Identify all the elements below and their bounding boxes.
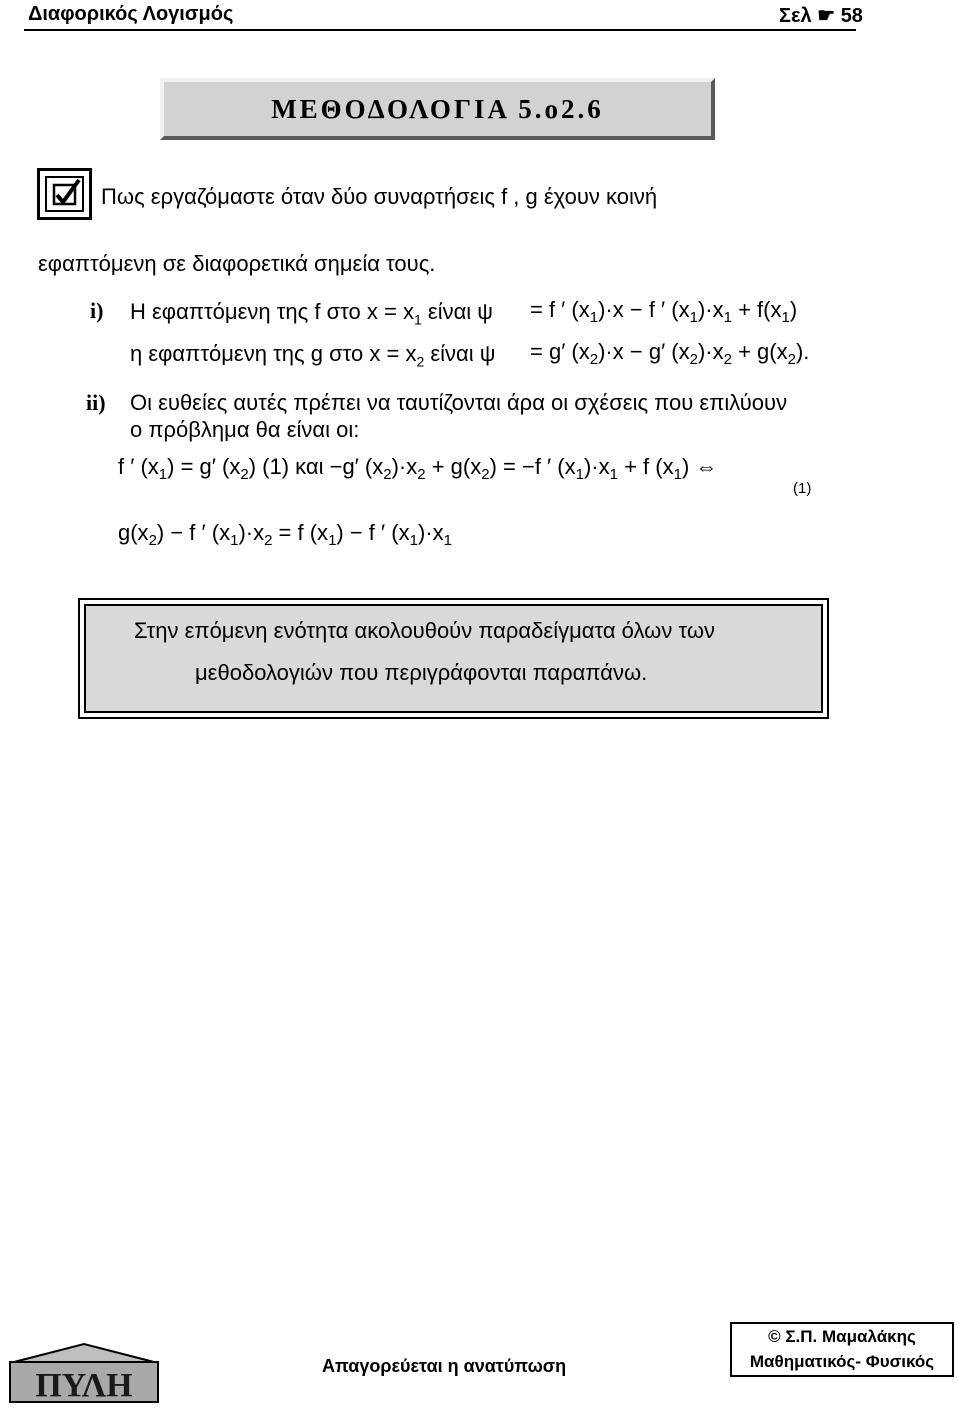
note-line-1: Στην επόμενη ενότητα ακολουθούν παραδείγματα όλων των xyxy=(134,618,716,643)
hand-pointing-right-icon: ☛ xyxy=(817,5,836,27)
pyli-logo xyxy=(4,1340,164,1413)
system-equation-2: $g(x_2) - f$ ′ $(x_1)\cdot x_2 = f$ $(x_1) - f$ ′ $(x_1)\cdot x_1$ xyxy=(118,520,452,549)
author-role: Μαθηματικός- Φυσικός xyxy=(749,1352,935,1371)
step-2-marker: ii) xyxy=(86,390,106,415)
tangent-f-equation: = f ′ $(x_1)\cdot x - f$ ′ $(x_1)\cdot x_1 + f(x_1)$ xyxy=(530,297,798,326)
methodology-banner xyxy=(160,78,715,140)
step-1-line-2: η εφαπτόμενη της g στο $x = x_2$ είναι ψ xyxy=(130,341,496,370)
author-box xyxy=(730,1322,954,1377)
page-prefix: Σελ xyxy=(779,5,812,27)
step-2-line-2: ο πρόβλημα θα είναι οι: xyxy=(130,417,360,442)
step-1-line-1: Η εφαπτόμενη της f στο $x = x_1$ είναι ψ xyxy=(130,299,493,328)
question-line-1: Πως εργαζόμαστε όταν δύο συναρτήσεις f , g έχουν κοινή xyxy=(101,184,658,209)
header-subject: Διαφορικός Λογισμός xyxy=(28,3,234,25)
next-section-note xyxy=(78,598,829,719)
question-line-2: εφαπτόμενη σε διαφορετικά σημεία τους. xyxy=(38,251,436,276)
tangent-g-equation: = g′ $(x_2)\cdot x - g'$ $(x_2)\cdot x_2 + g(x_2)$. xyxy=(530,339,810,368)
step-1-marker: i) xyxy=(90,298,104,323)
system-equation-1: f ′ $(x_1) = g'$ $(x_2)$ (1) και −g′ $(x_2)\cdot x_2 + g(x_2) = -f$ ′ $(x_1)\cdot x_1 + f$ $(x_1)$ ⇔ xyxy=(118,454,718,483)
note-line-2: μεθοδολογιών που περιγράφονται παραπάνω. xyxy=(195,660,648,685)
step-2-line-1: Οι ευθείες αυτές πρέπει να ταυτίζονται άρα οι σχέσεις που επιλύουν xyxy=(130,390,788,415)
copyright-notice: Απαγορεύεται η ανατύπωση xyxy=(322,1356,567,1376)
checked-box-icon xyxy=(37,168,92,220)
header-rule xyxy=(24,29,856,31)
banner-title: ΜΕΘΟΔΟΛΟΓΙΑ 5.ο2.6 xyxy=(271,93,604,124)
author-name: © Σ.Π. Μαμαλάκης xyxy=(768,1327,916,1346)
page-number: 58 xyxy=(840,5,863,27)
header-page xyxy=(779,3,863,28)
svg-text:ΠΥΛΗ: ΠΥΛΗ xyxy=(35,1367,133,1404)
equivalence-label: (1) xyxy=(793,480,812,497)
